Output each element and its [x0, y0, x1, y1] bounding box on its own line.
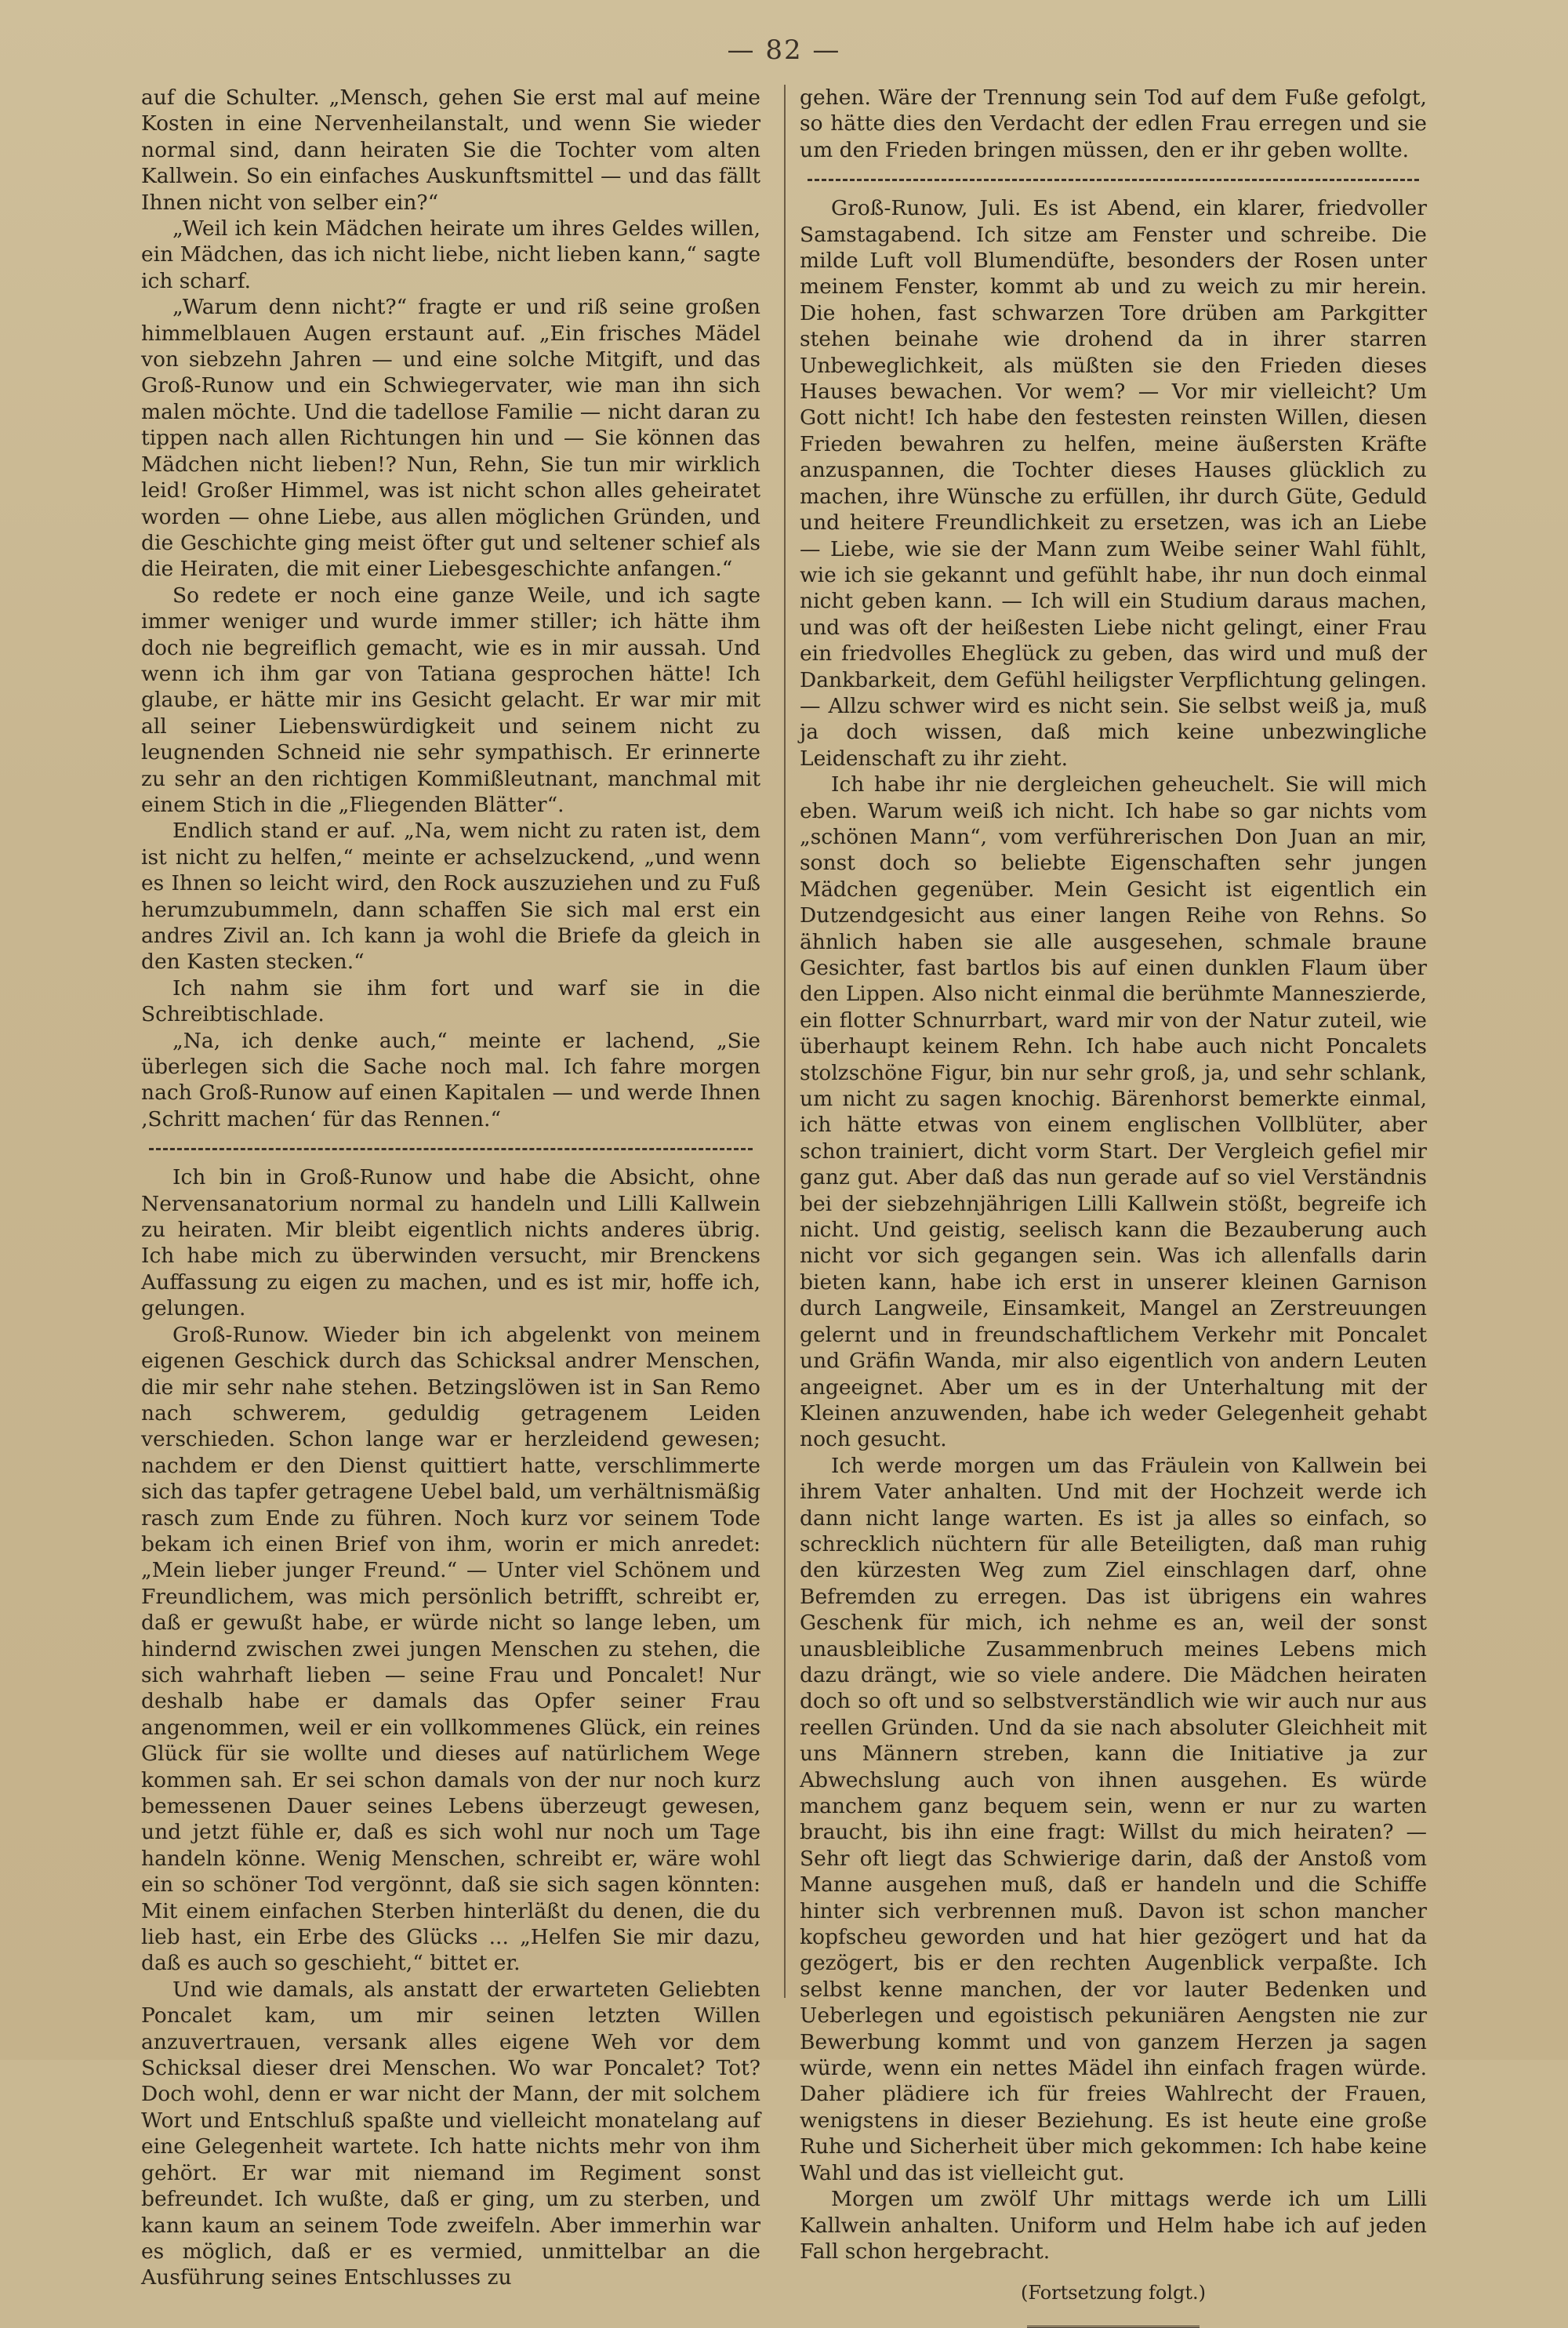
- paragraph: Ich nahm sie ihm fort und warf sie in die Schreibtischlade.: [141, 975, 760, 1027]
- paragraph: Groß-Runow. Wieder bin ich abgelenkt von meinem eigenen Geschick durch das Schicksal andrer Menschen, die mir sehr nahe stehen. Betzingslöwen ist in San Remo nach schwerem, geduldig getragenem Leiden verschieden. Schon lange war er herzleidend gewesen; nachdem er den Dienst quittiert hatte, verschlimmerte sich das tapfer getragene Uebel bald, um verhältnismäßig rasch zum Ende zu führen. Noch kurz vor seinem Tode bekam ich einen Brief von ihm, worin er mich anredet: „Mein lieber junger Freund.“ — Unter viel Schönem und Freundlichem, was mich persönlich betrifft, schreibt er, daß er gewußt habe, er würde nicht so lange leben, um hindernd zwischen zwei jungen Menschen zu stehen, die sich wahrhaft lieben — seine Frau und Poncalet! Nur deshalb habe er damals das Opfer seiner Frau angenommen, weil er ein vollkommenes Glück, ein reines Glück für sie wollte und dieses auf natürlichem Wege kommen sah. Er sei schon damals von der nur noch kurz bemessenen Dauer seines Lebens überzeugt gewesen, und jetzt fühle er, daß es sich wohl nur noch um Tage handeln könne. Wenig Menschen, schreibt er, wäre wohl ein so schöner Tod vergönnt, daß sie sich sagen könnten: Mit einem einfachen Sterben hinterläßt du denen, die du lieb hast, ein Erbe des Glücks ... „Helfen Sie mir dazu, daß es auch so geschieht,“ bittet er.: [141, 1322, 760, 1976]
- paragraph: Morgen um zwölf Uhr mittags werde ich um Lilli Kallwein anhalten. Uniform und Helm habe ich auf jeden Fall schon hergebracht.: [800, 2187, 1427, 2264]
- end-rule: [1027, 2326, 1200, 2328]
- paragraph: Ich bin in Groß-Runow und habe die Absicht, ohne Nervensanatorium normal zu handeln und Lilli Kallwein zu heiraten. Mir bleibt eigentlich nichts anderes übrig. Ich habe mich zu überwinden versucht, mir Brenckens Auffassung zu eigen zu machen, und es ist mir, hoffe ich, gelungen.: [141, 1165, 760, 1321]
- paragraph: So redete er noch eine ganze Weile, und ich sagte immer weniger und wurde immer stiller; ich hätte ihm doch nie begreiflich gemacht, wie es in mir aussah. Und wenn ich ihm gar von Tatiana gesprochen hätte! Ich glaube, er hätte mir ins Gesicht gelacht. Er war mir mit all seiner Liebenswürdigkeit und seinem nicht zu leugnenden Schneid nie sehr sympathisch. Er erinnerte zu sehr an den richtigen Kommißleutnant, manchmal mit einem Stich in die „Fliegenden Blätter“.: [141, 583, 760, 817]
- paragraph: Und wie damals, als anstatt der erwarteten Geliebten Poncalet kam, um mir seinen letzten Willen anzuvertrauen, versank alles eigene Weh vor dem Schicksal dieser drei Menschen. Wo war Poncalet? Tot? Doch wohl, denn er war nicht der Mann, der mit solchem Wort und Entschluß spaßte und vielleicht monatelang auf eine Gelegenheit wartete. Ich hatte nichts mehr von ihm gehört. Er war mit niemand im Regiment sonst befreundet. Ich wußte, daß er ging, um zu sterben, und kann kaum an seinem Tode zweifeln. Aber immerhin war es möglich, daß er es vermied, unmittelbar an die Ausführung seines Entschlusses zu: [141, 1977, 760, 2290]
- left-column: [141, 85, 760, 2291]
- paragraph: „Weil ich kein Mädchen heirate um ihres Geldes willen, ein Mädchen, das ich nicht liebe, nicht lieben kann,“ sagte ich scharf.: [141, 216, 760, 293]
- paragraph: Endlich stand er auf. „Na, wem nicht zu raten ist, dem ist nicht zu helfen,“ meinte er achselzuckend, „und wenn es Ihnen so leicht wird, den Rock auszuziehen und zu Fuß herumzubummeln, dann schaffen Sie sich mal erst ein andres Zivil an. Ich kann ja wohl die Briefe da gleich in den Kasten stecken.“: [141, 819, 760, 975]
- paragraph: „Warum denn nicht?“ fragte er und riß seine großen himmelblauen Augen erstaunt auf. „Ein frisches Mädel von siebzehn Jahren — und eine solche Mitgift, und das Groß-Runow und ein Schwiegervater, wie man ihn sich malen möchte. Und die tadellose Familie — nicht daran zu tippen nach allen Richtungen hin und — Sie können das Mädchen nicht lieben!? Nun, Rehn, Sie tun mir wirklich leid! Großer Himmel, was ist nicht schon alles geheiratet worden — ohne Liebe, aus allen möglichen Gründen, und die Geschichte ging meist öfter gut und seltener schief als die Heiraten, die mit einer Liebesgeschichte anfangen.“: [141, 295, 760, 582]
- paragraph: Groß-Runow, Juli. Es ist Abend, ein klarer, friedvoller Samstagabend. Ich sitze am Fenster und schreibe. Die milde Luft voll Blumendüfte, besonders der Rosen unter meinem Fenster, kommt ab und zu weich zu mir herein. Die hohen, fast schwarzen Tore drüben am Parkgitter stehen beinahe wie drohend da in ihrer starren Unbeweglichkeit, als müßten sie den Frieden dieses Hauses bewachen. Vor wem? — Vor mir vielleicht? Um Gott nicht! Ich habe den festesten reinsten Willen, diesen Frieden bewahren zu helfen, meine äußersten Kräfte anzuspannen, die Tochter dieses Hauses glücklich zu machen, ihre Wünsche zu erfüllen, ihr durch Güte, Geduld und heitere Freundlichkeit zu ersetzen, was ich an Liebe — Liebe, wie sie der Mann zum Weibe seiner Wahl fühlt, wie ich sie gekannt und gefühlt habe, ihr nun doch einmal nicht geben kann. — Ich will ein Studium daraus machen, und was oft der heißesten Liebe nicht gelingt, einer Frau ein friedvolles Eheglück zu geben, das wird und muß der Dankbarkeit, dem Gefühl heiligster Verpflichtung gelingen. — Allzu schwer wird es nicht sein. Sie selbst weiß ja, muß ja doch wissen, daß mich keine unbezwingliche Leidenschaft zu ihr zieht.: [800, 196, 1427, 771]
- paragraph: auf die Schulter. „Mensch, gehen Sie erst mal auf meine Kosten in eine Nervenheilanstalt, und wenn Sie wieder normal sind, dann heiraten Sie die Tochter vom alten Kallwein. So ein einfaches Auskunftsmittel — und das fällt Ihnen nicht von selber ein?“: [141, 85, 760, 215]
- page-number: — 82 —: [727, 35, 841, 66]
- continuation-note: (Fortsetzung folgt.): [1021, 2282, 1206, 2304]
- column-rule: [784, 85, 786, 1998]
- section-divider: [149, 1148, 753, 1150]
- paragraph: Ich werde morgen um das Fräulein von Kallwein bei ihrem Vater anhalten. Und mit der Hochzeit werde ich dann nicht lange warten. Es ist ja alles so einfach, so schrecklich nüchtern für alle Beteiligten, daß man ruhig den kürzesten Weg zum Ziel einschlagen darf, ohne Befremden zu erregen. Das ist übrigens ein wahres Geschenk für mich, ich nehme es an, weil der sonst unausbleibliche Zusammenbruch meines Lebens mich dazu drängt, wie so viele andere. Die Mädchen heiraten doch so oft und so selbstverständlich wie wir auch nur aus reellen Gründen. Und da sie nach absoluter Gleichheit mit uns Männern streben, kann die Initiative ja zur Abwechslung auch von ihnen ausgehen. Es würde manchem ganz bequem sein, wenn er nur zu warten braucht, bis ihn eine fragt: Willst du mich heiraten? — Sehr oft liegt das Schwierige darin, daß der Anstoß vom Manne ausgehen muß, daß er handeln und die Schiffe hinter sich verbrennen muß. Davon ist schon mancher kopfscheu geworden und hat hier gezögert und hat da gezögert, bis er den rechten Augenblick verpaßte. Ich selbst kenne manchen, der vor lauter Bedenken und Ueberlegen und egoistisch pekuniären Aengsten nie zur Bewerbung kommt und von ganzem Herzen ja sagen würde, wenn ein nettes Mädel ihn einfach fragen würde. Daher plädiere ich für freies Wahlrecht der Frauen, wenigstens in dieser Beziehung. Es ist heute eine große Ruhe und Sicherheit über mich gekommen: Ich habe keine Wahl und das ist vielleicht gut.: [800, 1453, 1427, 2185]
- paragraph: Ich habe ihr nie dergleichen geheuchelt. Sie will mich eben. Warum weiß ich nicht. Ich habe so gar nichts vom „schönen Mann“, vom verführerischen Don Juan an mir, sonst doch so beliebte Eigenschaften sehr jungen Mädchen gegenüber. Mein Gesicht ist eigentlich ein Dutzendgesicht aus einer langen Reihe von Rehns. So ähnlich haben sie alle ausgesehen, schmale braune Gesichter, fast bartlos bis auf einen dunklen Flaum über den Lippen. Also nicht einmal die berühmte Manneszierde, ein flotter Schnurrbart, ward mir von der Natur zuteil, wie überhaupt keinem Rehn. Ich habe auch nicht Poncalets stolzschöne Figur, bin nur sehr groß, ja, und sehr schlank, um nicht zu sagen knochig. Bärenhorst bemerkte einmal, ich hätte etwas von einem englischen Vollblüter, aber schon trainiert, dicht vorm Start. Der Vergleich gefiel mir ganz gut. Aber daß das nun gerade auf so viel Verständnis bei der siebzehnjährigen Lilli Kallwein stößt, begreife ich nicht. Und geistig, seelisch kann die Bezauberung auch nicht vor sich gegangen sein. Was ich allenfalls darin bieten kann, habe ich erst in unserer kleinen Garnison durch Langweile, Einsamkeit, Mangel an Zerstreuungen gelernt und in freundschaftlichem Verkehr mit Poncalet und Gräfin Wanda, mir also eigentlich von andern Leuten angeeignet. Aber um es in der Unterhaltung mit der Kleinen anzuwenden, habe ich weder Gelegenheit gehabt noch gesucht.: [800, 772, 1427, 1452]
- section-divider: [808, 179, 1419, 181]
- right-column: [800, 85, 1427, 2328]
- paragraph: „Na, ich denke auch,“ meinte er lachend, „Sie überlegen sich die Sache noch mal. Ich fahre morgen nach Groß-Runow auf einen Kapitalen — und werde Ihnen ‚Schritt machen‘ für das Rennen.“: [141, 1028, 760, 1131]
- paragraph: gehen. Wäre der Trennung sein Tod auf dem Fuße gefolgt, so hätte dies den Verdacht der edlen Frau erregen und sie um den Frieden bringen müssen, den er ihr geben wollte.: [800, 85, 1427, 162]
